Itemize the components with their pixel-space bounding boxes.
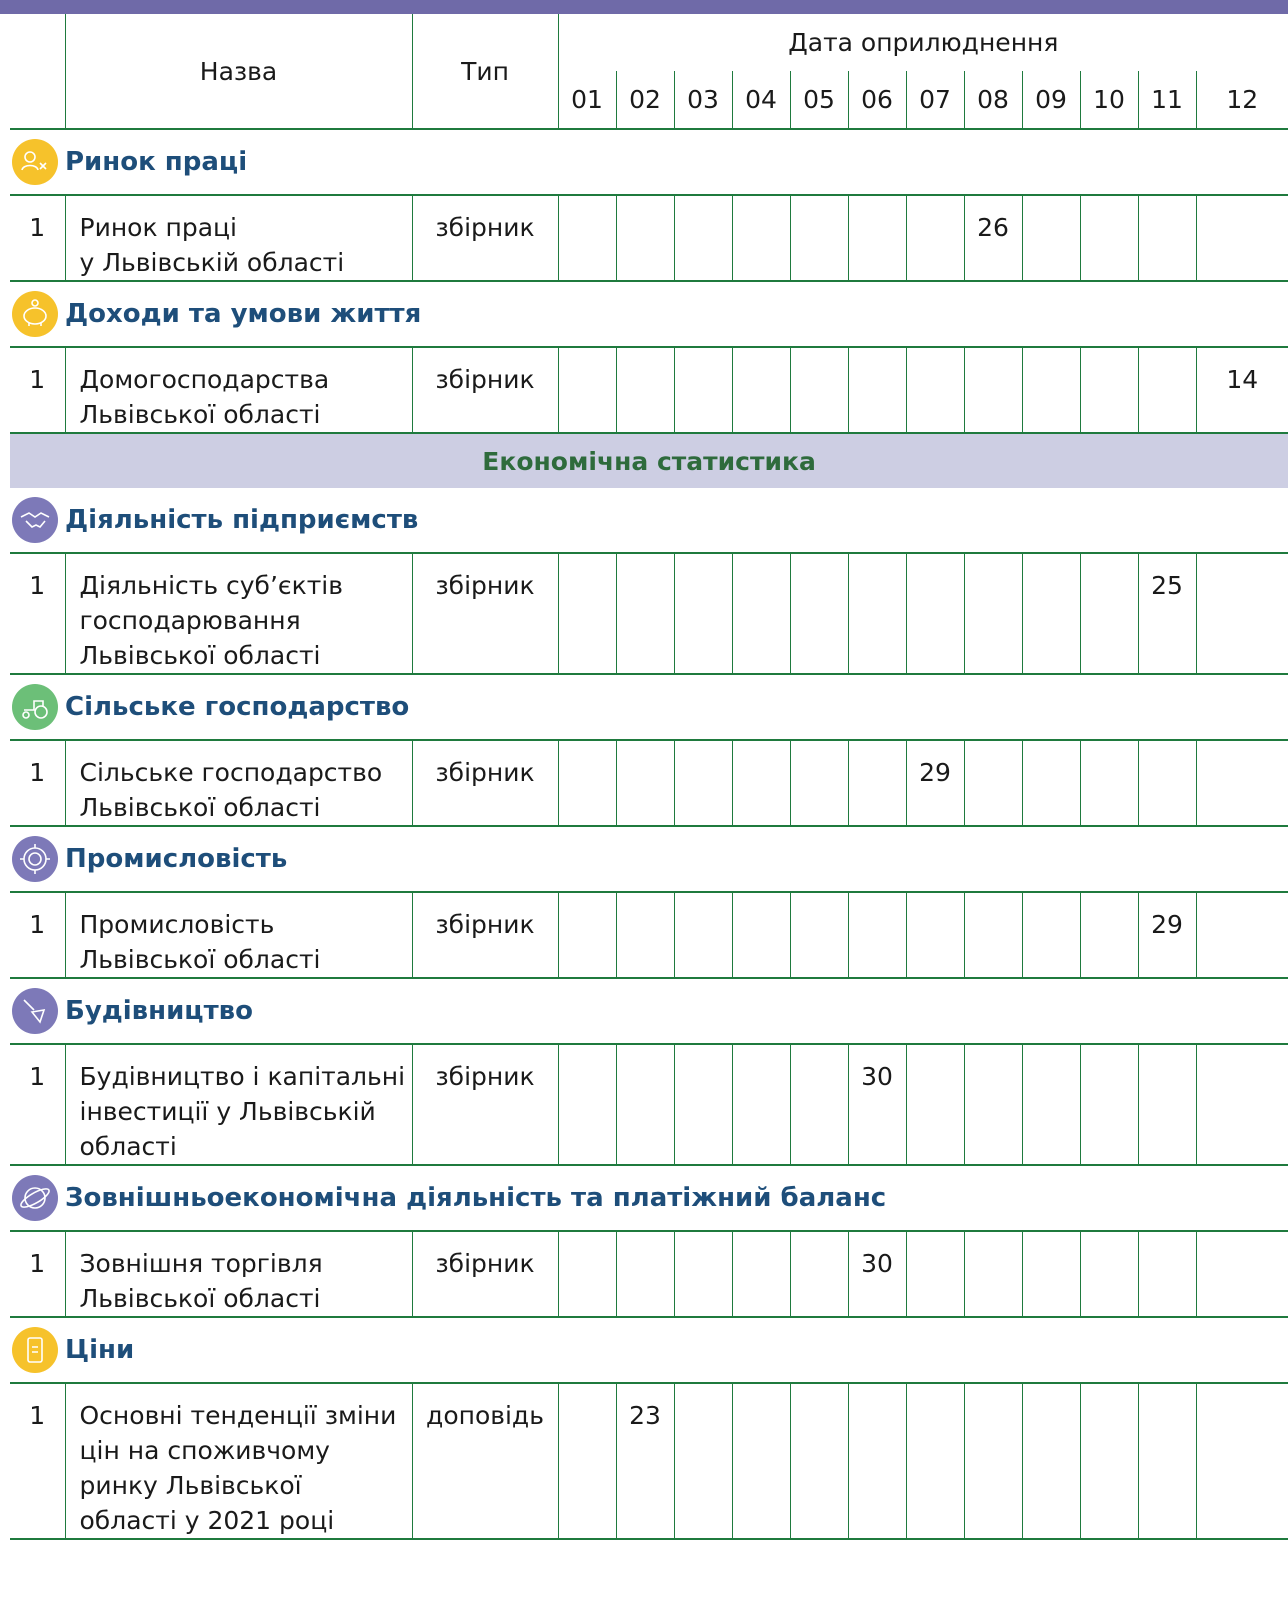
month-cell-02 bbox=[616, 553, 674, 674]
month-cell-11 bbox=[1138, 1044, 1196, 1165]
month-cell-05 bbox=[790, 740, 848, 826]
month-cell-03 bbox=[674, 740, 732, 826]
month-cell-11 bbox=[1138, 1383, 1196, 1539]
section-header bbox=[10, 1165, 1288, 1231]
publication-type: збірник bbox=[412, 1044, 558, 1165]
publication-name-line: Львівської області bbox=[79, 641, 321, 670]
month-cell-05 bbox=[790, 347, 848, 433]
publication-name-line: інвестиції у Львівській bbox=[79, 1097, 376, 1126]
section-header bbox=[10, 674, 1288, 740]
month-cell-01 bbox=[558, 1044, 616, 1165]
month-cell-09 bbox=[1022, 892, 1080, 978]
publication-type: збірник bbox=[412, 892, 558, 978]
month-cell-08 bbox=[964, 1383, 1022, 1539]
publication-name-line: Діяльність суб’єктів bbox=[79, 571, 343, 600]
publication-type: збірник bbox=[412, 553, 558, 674]
month-cell-11 bbox=[1138, 1231, 1196, 1317]
publication-name-line: області у 2021 році bbox=[79, 1506, 335, 1535]
month-cell-06 bbox=[848, 1383, 906, 1539]
month-cell-10 bbox=[1080, 740, 1138, 826]
publication-name-line: Львівської області bbox=[79, 945, 321, 974]
handshake-icon bbox=[12, 497, 58, 543]
publication-type: збірник bbox=[412, 195, 558, 281]
header-publication-date: Дата оприлюднення bbox=[558, 14, 1288, 71]
month-cell-08 bbox=[964, 1044, 1022, 1165]
month-cell-02 bbox=[616, 195, 674, 281]
month-cell-01 bbox=[558, 553, 616, 674]
row-number: 1 bbox=[10, 892, 65, 978]
month-cell-09 bbox=[1022, 740, 1080, 826]
month-cell-10 bbox=[1080, 195, 1138, 281]
section-header bbox=[10, 978, 1288, 1044]
publication-name-line: господарювання bbox=[79, 606, 301, 635]
month-cell-12 bbox=[1196, 195, 1288, 281]
publication-name-line: Ринок праці bbox=[79, 213, 238, 242]
row-number: 1 bbox=[10, 1383, 65, 1539]
month-cell-03 bbox=[674, 1383, 732, 1539]
month-cell-10 bbox=[1080, 892, 1138, 978]
section-icon-cell bbox=[10, 281, 65, 347]
month-cell-03 bbox=[674, 892, 732, 978]
month-cell-04 bbox=[732, 1044, 790, 1165]
section-title: Сільське господарство bbox=[65, 692, 410, 722]
month-cell-08 bbox=[964, 892, 1022, 978]
publication-name bbox=[65, 553, 412, 674]
month-cell-09 bbox=[1022, 1231, 1080, 1317]
publication-name-line: у Львівській області bbox=[79, 248, 345, 277]
gear-icon bbox=[12, 836, 58, 882]
month-cell-11 bbox=[1138, 347, 1196, 433]
publication-type: доповідь bbox=[412, 1383, 558, 1539]
section-title: Діяльність підприємств bbox=[65, 505, 419, 535]
section-title: Ціни bbox=[65, 1335, 135, 1365]
month-cell-05 bbox=[790, 195, 848, 281]
row-number: 1 bbox=[10, 1044, 65, 1165]
month-cell-07 bbox=[906, 195, 964, 281]
header-month-04: 04 bbox=[732, 71, 790, 129]
publication-type: збірник bbox=[412, 740, 558, 826]
publication-name bbox=[65, 1044, 412, 1165]
month-cell-06: 30 bbox=[848, 1231, 906, 1317]
header-month-12: 12 bbox=[1196, 71, 1288, 129]
month-cell-07 bbox=[906, 892, 964, 978]
publication-name-line: цін на споживчому bbox=[79, 1436, 330, 1465]
section-title: Будівництво bbox=[65, 996, 253, 1026]
publication-name bbox=[65, 892, 412, 978]
table-row bbox=[10, 1231, 1288, 1317]
month-cell-03 bbox=[674, 553, 732, 674]
month-cell-04 bbox=[732, 740, 790, 826]
header-month-02: 02 bbox=[616, 71, 674, 129]
month-cell-10 bbox=[1080, 347, 1138, 433]
publication-name-line: Сільське господарство bbox=[79, 758, 383, 787]
month-cell-09 bbox=[1022, 347, 1080, 433]
section-icon-cell bbox=[10, 488, 65, 553]
row-number: 1 bbox=[10, 195, 65, 281]
month-cell-06: 30 bbox=[848, 1044, 906, 1165]
month-cell-04 bbox=[732, 347, 790, 433]
section-header bbox=[10, 1317, 1288, 1383]
publication-name bbox=[65, 195, 412, 281]
price-tag-icon bbox=[12, 1327, 58, 1373]
category-band-label: Економічна статистика bbox=[10, 433, 1288, 488]
month-cell-01 bbox=[558, 347, 616, 433]
month-cell-11 bbox=[1138, 195, 1196, 281]
piggy-bank-icon bbox=[12, 291, 58, 337]
month-cell-02 bbox=[616, 1231, 674, 1317]
month-cell-10 bbox=[1080, 553, 1138, 674]
section-icon-cell bbox=[10, 674, 65, 740]
publication-name bbox=[65, 1383, 412, 1539]
month-cell-04 bbox=[732, 1383, 790, 1539]
month-cell-01 bbox=[558, 195, 616, 281]
publication-type: збірник bbox=[412, 1231, 558, 1317]
month-cell-08 bbox=[964, 740, 1022, 826]
section-title: Доходи та умови життя bbox=[65, 299, 422, 329]
section-header bbox=[10, 129, 1288, 195]
month-cell-09 bbox=[1022, 1044, 1080, 1165]
publication-name-line: Основні тенденції зміни bbox=[79, 1401, 397, 1430]
header-number bbox=[10, 14, 65, 129]
section-header bbox=[10, 281, 1288, 347]
month-cell-02: 23 bbox=[616, 1383, 674, 1539]
month-cell-03 bbox=[674, 1044, 732, 1165]
header-month-05: 05 bbox=[790, 71, 848, 129]
month-cell-01 bbox=[558, 740, 616, 826]
publication-name-line: області bbox=[79, 1132, 177, 1161]
publication-name-line: ринку Львівської bbox=[79, 1471, 302, 1500]
row-number: 1 bbox=[10, 553, 65, 674]
publication-schedule-table bbox=[10, 14, 1288, 1540]
publication-name-line: Будівництво і капітальні bbox=[79, 1062, 406, 1091]
section-header bbox=[10, 826, 1288, 892]
section-icon-cell bbox=[10, 1317, 65, 1383]
month-cell-03 bbox=[674, 195, 732, 281]
header-month-06: 06 bbox=[848, 71, 906, 129]
month-cell-11: 29 bbox=[1138, 892, 1196, 978]
category-band bbox=[10, 433, 1288, 488]
month-cell-04 bbox=[732, 195, 790, 281]
month-cell-07: 29 bbox=[906, 740, 964, 826]
month-cell-02 bbox=[616, 740, 674, 826]
month-cell-07 bbox=[906, 1383, 964, 1539]
month-cell-12 bbox=[1196, 892, 1288, 978]
month-cell-08 bbox=[964, 553, 1022, 674]
month-cell-05 bbox=[790, 553, 848, 674]
month-cell-11 bbox=[1138, 740, 1196, 826]
month-cell-11: 25 bbox=[1138, 553, 1196, 674]
month-cell-06 bbox=[848, 347, 906, 433]
row-number: 1 bbox=[10, 1231, 65, 1317]
globe-icon bbox=[12, 1175, 58, 1221]
month-cell-02 bbox=[616, 892, 674, 978]
month-cell-05 bbox=[790, 1044, 848, 1165]
table-row bbox=[10, 1383, 1288, 1539]
publication-name-line: Львівської області bbox=[79, 400, 321, 429]
tractor-icon bbox=[12, 684, 58, 730]
section-icon-cell bbox=[10, 978, 65, 1044]
publication-name-line: Зовнішня торгівля bbox=[79, 1249, 323, 1278]
header-type: Тип bbox=[412, 14, 558, 129]
month-cell-08 bbox=[964, 347, 1022, 433]
publication-name-line: Промисловість bbox=[79, 910, 275, 939]
header-month-01: 01 bbox=[558, 71, 616, 129]
section-title: Зовнішньоекономічна діяльність та платіжний баланс bbox=[65, 1183, 887, 1213]
month-cell-12 bbox=[1196, 553, 1288, 674]
row-number: 1 bbox=[10, 347, 65, 433]
section-title: Ринок праці bbox=[65, 147, 248, 177]
month-cell-09 bbox=[1022, 1383, 1080, 1539]
row-number: 1 bbox=[10, 740, 65, 826]
publication-name bbox=[65, 1231, 412, 1317]
table-row bbox=[10, 347, 1288, 433]
month-cell-09 bbox=[1022, 553, 1080, 674]
header-month-09: 09 bbox=[1022, 71, 1080, 129]
table-row bbox=[10, 553, 1288, 674]
header-month-07: 07 bbox=[906, 71, 964, 129]
header-name: Назва bbox=[65, 14, 412, 129]
month-cell-12: 14 bbox=[1196, 347, 1288, 433]
publication-name-line: Домогосподарства bbox=[79, 365, 330, 394]
month-cell-07 bbox=[906, 347, 964, 433]
header-month-11: 11 bbox=[1138, 71, 1196, 129]
month-cell-05 bbox=[790, 892, 848, 978]
section-icon-cell bbox=[10, 129, 65, 195]
table-row bbox=[10, 892, 1288, 978]
month-cell-07 bbox=[906, 553, 964, 674]
section-icon-cell bbox=[10, 826, 65, 892]
month-cell-06 bbox=[848, 195, 906, 281]
table-row bbox=[10, 195, 1288, 281]
month-cell-01 bbox=[558, 892, 616, 978]
table-row bbox=[10, 1044, 1288, 1165]
month-cell-07 bbox=[906, 1044, 964, 1165]
month-cell-06 bbox=[848, 553, 906, 674]
section-icon-cell bbox=[10, 1165, 65, 1231]
month-cell-04 bbox=[732, 553, 790, 674]
month-cell-12 bbox=[1196, 1383, 1288, 1539]
month-cell-06 bbox=[848, 892, 906, 978]
header-month-03: 03 bbox=[674, 71, 732, 129]
month-cell-04 bbox=[732, 892, 790, 978]
top-color-bar bbox=[0, 0, 1288, 14]
month-cell-02 bbox=[616, 347, 674, 433]
month-cell-02 bbox=[616, 1044, 674, 1165]
month-cell-09 bbox=[1022, 195, 1080, 281]
trowel-icon bbox=[12, 988, 58, 1034]
header-month-08: 08 bbox=[964, 71, 1022, 129]
month-cell-03 bbox=[674, 347, 732, 433]
header-month-10: 10 bbox=[1080, 71, 1138, 129]
month-cell-05 bbox=[790, 1383, 848, 1539]
publication-name-line: Львівської області bbox=[79, 1284, 321, 1313]
publication-type: збірник bbox=[412, 347, 558, 433]
publication-name-line: Львівської області bbox=[79, 793, 321, 822]
section-header bbox=[10, 488, 1288, 553]
publication-name bbox=[65, 347, 412, 433]
month-cell-04 bbox=[732, 1231, 790, 1317]
month-cell-10 bbox=[1080, 1231, 1138, 1317]
month-cell-08 bbox=[964, 1231, 1022, 1317]
month-cell-12 bbox=[1196, 1044, 1288, 1165]
month-cell-06 bbox=[848, 740, 906, 826]
month-cell-10 bbox=[1080, 1044, 1138, 1165]
publication-name bbox=[65, 740, 412, 826]
month-cell-12 bbox=[1196, 740, 1288, 826]
month-cell-08: 26 bbox=[964, 195, 1022, 281]
month-cell-12 bbox=[1196, 1231, 1288, 1317]
people-icon bbox=[12, 139, 58, 185]
table-row bbox=[10, 740, 1288, 826]
month-cell-03 bbox=[674, 1231, 732, 1317]
month-cell-05 bbox=[790, 1231, 848, 1317]
month-cell-10 bbox=[1080, 1383, 1138, 1539]
month-cell-01 bbox=[558, 1383, 616, 1539]
month-cell-07 bbox=[906, 1231, 964, 1317]
month-cell-01 bbox=[558, 1231, 616, 1317]
section-title: Промисловість bbox=[65, 844, 288, 874]
